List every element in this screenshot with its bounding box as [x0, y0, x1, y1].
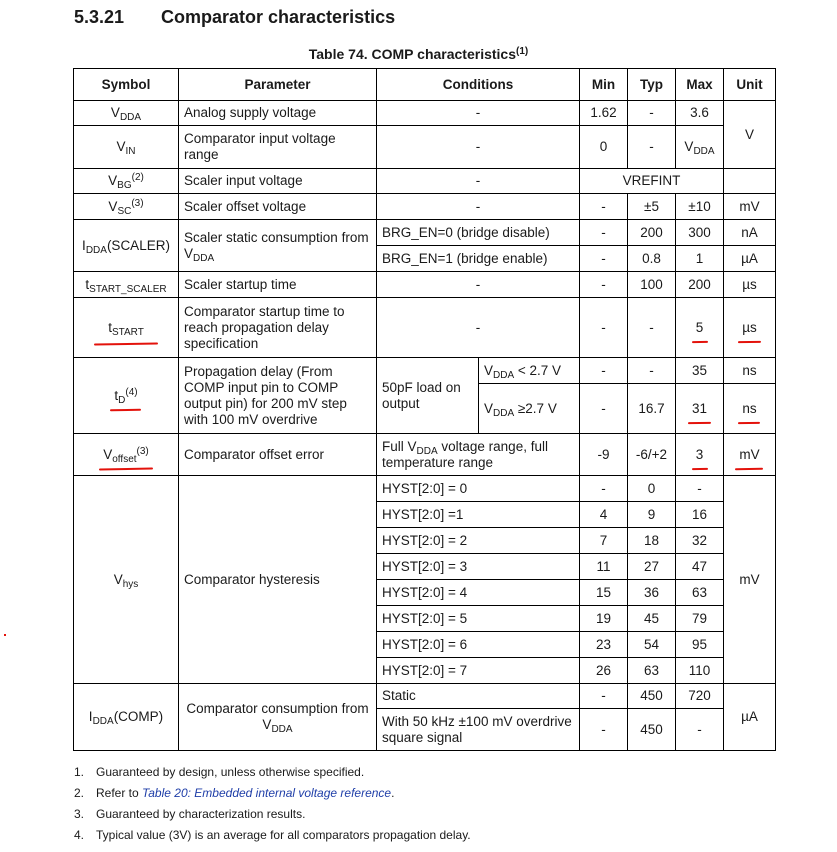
- table-row: [74, 358, 776, 384]
- symbol-vbg: $V_{BG}^{(2)}$: [74, 169, 179, 194]
- cond-brg-en0: BRG_EN=0 (bridge disable): [377, 220, 580, 246]
- cond-voffset: Full $V_{DDA}$ voltage range, full temperature range: [377, 434, 580, 476]
- cond-vdda: -: [377, 101, 580, 126]
- unit-vhys: mV: [724, 476, 776, 684]
- footnote: 1. Guaranteed by design, unless otherwise specified.: [74, 765, 365, 779]
- max-hyst: -: [676, 476, 724, 502]
- cond-vbg: -: [377, 169, 580, 194]
- param-idda-comp: Comparator consumption from $V_{DDA}$: [179, 684, 377, 751]
- cond-hyst: HYST[2:0] = 6: [377, 632, 580, 658]
- typ-vdda: -: [628, 101, 676, 126]
- max-td-high: [676, 384, 724, 434]
- max-voffset: [676, 434, 724, 476]
- annotation-underline: ns: [742, 400, 757, 416]
- max-brg-en1: 1: [676, 246, 724, 272]
- annotation-underline: $V_{offset}^{(3)}$: [103, 445, 149, 465]
- min-tstart-scaler: -: [580, 272, 628, 298]
- typ-vin: -: [628, 126, 676, 169]
- unit-brg-en1: µA: [724, 246, 776, 272]
- unit-idda-comp: µA: [724, 684, 776, 751]
- unit-td-low: ns: [724, 358, 776, 384]
- max-tstart: [676, 298, 724, 358]
- cond-hyst: HYST[2:0] = 0: [377, 476, 580, 502]
- max-vsc: ±10: [676, 194, 724, 220]
- max-td-low: 35: [676, 358, 724, 384]
- unit-vbg: [724, 169, 776, 194]
- param-vin: Comparator input voltage range: [179, 126, 377, 169]
- typ-hyst: 54: [628, 632, 676, 658]
- max-hyst: 47: [676, 554, 724, 580]
- typ-static: 450: [628, 684, 676, 709]
- footnote: 2. Refer to Table 20: Embedded internal voltage reference.: [74, 786, 395, 800]
- param-vsc: Scaler offset voltage: [179, 194, 377, 220]
- annotation-underline: 5: [695, 319, 704, 335]
- cond-td: 50pF load on output: [377, 358, 479, 434]
- min-hyst: -: [580, 476, 628, 502]
- table-row: [74, 272, 776, 298]
- typ-td-low: -: [628, 358, 676, 384]
- table-row: [74, 194, 776, 220]
- max-tstart-scaler: 200: [676, 272, 724, 298]
- table-row: [74, 169, 776, 194]
- table-row: [74, 220, 776, 246]
- min-hyst: 26: [580, 658, 628, 684]
- min-static: -: [580, 684, 628, 709]
- cond-brg-en1: BRG_EN=1 (bridge enable): [377, 246, 580, 272]
- typ-brg-en0: 200: [628, 220, 676, 246]
- symbol-tstart-scaler: $t_{START\_SCALER}$: [74, 272, 179, 298]
- symbol-idda-comp: $I_{DDA}(COMP)$: [74, 684, 179, 751]
- max-hyst: 16: [676, 502, 724, 528]
- param-idda-scaler: Scaler static consumption from $V_{DDA}$: [179, 220, 377, 272]
- header-typ: Typ: [628, 69, 676, 101]
- unit-brg-en0: nA: [724, 220, 776, 246]
- subcond-td-high: $V_{DDA} \ge 2.7$ V: [479, 384, 580, 434]
- section-number: 5.3.21: [74, 7, 125, 27]
- table-row: [74, 298, 776, 358]
- typ-brg-en1: 0.8: [628, 246, 676, 272]
- unit-tstart: [724, 298, 776, 358]
- section-title: Comparator characteristics: [161, 7, 396, 27]
- header-max: Max: [676, 69, 724, 101]
- cond-vin: -: [377, 126, 580, 169]
- cond-hyst: HYST[2:0] =1: [377, 502, 580, 528]
- cond-hyst: HYST[2:0] = 2: [377, 528, 580, 554]
- max-brg-en0: 300: [676, 220, 724, 246]
- max-hyst: 32: [676, 528, 724, 554]
- table-row: [74, 434, 776, 476]
- typ-vsc: ±5: [628, 194, 676, 220]
- typ-voffset: -6/+2: [628, 434, 676, 476]
- header-symbol: Symbol: [74, 69, 179, 101]
- cond-hyst: HYST[2:0] = 3: [377, 554, 580, 580]
- table-row: [74, 101, 776, 126]
- header-min: Min: [580, 69, 628, 101]
- typ-hyst: 18: [628, 528, 676, 554]
- max-hyst: 110: [676, 658, 724, 684]
- min-hyst: 11: [580, 554, 628, 580]
- max-static: 720: [676, 684, 724, 709]
- symbol-td: [74, 358, 179, 434]
- table-row: [74, 126, 776, 169]
- footnote: 4. Typical value (3V) is an average for all comparators propagation delay.: [74, 828, 471, 842]
- min-brg-en1: -: [580, 246, 628, 272]
- footnotes: [74, 762, 471, 846]
- annotation-underline: $t_{START}$: [108, 319, 144, 338]
- min-brg-en0: -: [580, 220, 628, 246]
- param-td: Propagation delay (From COMP input pin to COMP output pin) for 200 mV step with 100 mV overdrive: [179, 358, 377, 434]
- symbol-vhys: $V_{hys}$: [74, 476, 179, 684]
- table-title: Table 74. COMP characteristics$^{(1)}$: [308, 46, 529, 62]
- typ-td-high: 16.7: [628, 384, 676, 434]
- cond-hyst: HYST[2:0] = 7: [377, 658, 580, 684]
- min-td-high: -: [580, 384, 628, 434]
- comp-characteristics-table: [73, 68, 776, 751]
- typ-hyst: 0: [628, 476, 676, 502]
- header-parameter: Parameter: [179, 69, 377, 101]
- header-unit: Unit: [724, 69, 776, 101]
- cond-tstart-scaler: -: [377, 272, 580, 298]
- param-vbg: Scaler input voltage: [179, 169, 377, 194]
- min-hyst: 19: [580, 606, 628, 632]
- footnote: 3. Guaranteed by characterization results.: [74, 807, 306, 821]
- min-hyst: 7: [580, 528, 628, 554]
- unit-vsc: mV: [724, 194, 776, 220]
- max-vin: $V_{DDA}$: [676, 126, 724, 169]
- unit-td-high: [724, 384, 776, 434]
- cond-hyst: HYST[2:0] = 5: [377, 606, 580, 632]
- max-hyst: 79: [676, 606, 724, 632]
- annotation-underline: mV: [739, 446, 760, 462]
- param-voffset: Comparator offset error: [179, 434, 377, 476]
- subcond-td-low: $V_{DDA} < 2.7$ V: [479, 358, 580, 384]
- table-20-link[interactable]: Table 20: Embedded internal voltage reference: [142, 786, 392, 800]
- typ-hyst: 45: [628, 606, 676, 632]
- symbol-voffset: [74, 434, 179, 476]
- min-tstart: -: [580, 298, 628, 358]
- table-row: [74, 684, 776, 709]
- symbol-tstart: [74, 298, 179, 358]
- table-row: [74, 476, 776, 502]
- max-vdda: 3.6: [676, 101, 724, 126]
- annotation-mark: [4, 634, 6, 636]
- max-overdrive: -: [676, 709, 724, 751]
- value-vbg: VREFINT: [580, 169, 724, 194]
- header-row: [74, 69, 776, 101]
- annotation-underline: 31: [691, 400, 708, 416]
- annotation-underline: $t_D^{(4)}$: [114, 386, 138, 406]
- typ-hyst: 27: [628, 554, 676, 580]
- cond-overdrive: With 50 kHz ±100 mV overdrive square signal: [377, 709, 580, 751]
- min-vin: 0: [580, 126, 628, 169]
- unit-tstart-scaler: µs: [724, 272, 776, 298]
- typ-overdrive: 450: [628, 709, 676, 751]
- symbol-vdda: $V_{DDA}$: [74, 101, 179, 126]
- param-vhys: Comparator hysteresis: [179, 476, 377, 684]
- typ-tstart-scaler: 100: [628, 272, 676, 298]
- param-vdda: Analog supply voltage: [179, 101, 377, 126]
- unit-vdda-vin: V: [724, 101, 776, 169]
- typ-tstart: -: [628, 298, 676, 358]
- param-tstart: Comparator startup time to reach propagation delay specification: [179, 298, 377, 358]
- min-td-low: -: [580, 358, 628, 384]
- max-hyst: 95: [676, 632, 724, 658]
- min-voffset: -9: [580, 434, 628, 476]
- unit-voffset: [724, 434, 776, 476]
- symbol-vsc: $V_{SC}^{(3)}$: [74, 194, 179, 220]
- annotation-underline: µs: [742, 319, 757, 335]
- param-tstart-scaler: Scaler startup time: [179, 272, 377, 298]
- cond-vsc: -: [377, 194, 580, 220]
- symbol-idda-scaler: $I_{DDA}(SCALER)$: [74, 220, 179, 272]
- symbol-vin: $V_{IN}$: [74, 126, 179, 169]
- cond-static: Static: [377, 684, 580, 709]
- header-conditions: Conditions: [377, 69, 580, 101]
- typ-hyst: 63: [628, 658, 676, 684]
- cond-hyst: HYST[2:0] = 4: [377, 580, 580, 606]
- cond-tstart: -: [377, 298, 580, 358]
- min-vsc: -: [580, 194, 628, 220]
- min-overdrive: -: [580, 709, 628, 751]
- max-hyst: 63: [676, 580, 724, 606]
- annotation-underline: 3: [695, 446, 704, 462]
- min-hyst: 23: [580, 632, 628, 658]
- typ-hyst: 9: [628, 502, 676, 528]
- min-hyst: 4: [580, 502, 628, 528]
- min-vdda: 1.62: [580, 101, 628, 126]
- min-hyst: 15: [580, 580, 628, 606]
- typ-hyst: 36: [628, 580, 676, 606]
